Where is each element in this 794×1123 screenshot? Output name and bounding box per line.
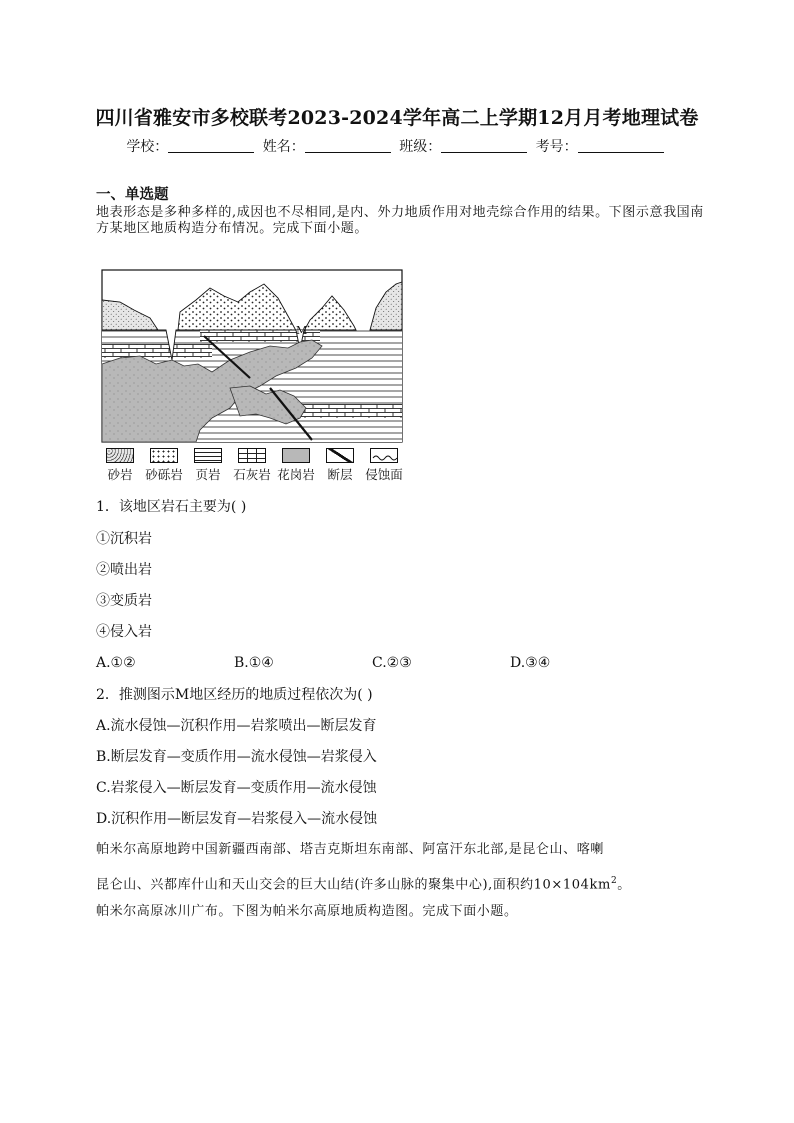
q2-stem: 2．推测图示M地区经历的地质过程依次为( ) [96, 687, 373, 703]
figure-legend [100, 448, 410, 488]
q1-stem: 1．该地区岩石主要为( ) [96, 499, 247, 515]
legend-label: 石灰岩 [233, 467, 271, 482]
q1-item-1: ①沉积岩 [96, 531, 152, 547]
intro-paragraph-2-line-2 [96, 873, 706, 893]
section-heading: 一、单选题 [96, 186, 169, 203]
intro2-line2-end: 。 [617, 877, 631, 893]
legend-item-limestone [232, 448, 272, 483]
name-blank [305, 140, 391, 153]
intro-paragraph-1: 地表形态是多种多样的,成因也不尽相同,是内、外力地质作用对地壳综合作用的结果。下图示意我国南方某地区地质构造分布情况。完成下面小题。 [96, 205, 704, 236]
legend-item-erosion-surface [364, 448, 404, 483]
fault-swatch [326, 448, 354, 463]
school-blank [168, 140, 254, 153]
q1-item-3: ③变质岩 [96, 593, 152, 609]
intro-paragraph-2-line-1: 帕米尔高原地跨中国新疆西南部、塔吉克斯坦东南部、阿富汗东北部,是昆仑山、喀喇 [96, 842, 604, 857]
exam-number-label: 考号： [535, 139, 578, 155]
legend-label: 砂岩 [107, 467, 133, 482]
label-m: M [296, 324, 308, 337]
limestone-swatch [238, 448, 266, 463]
erosion-surface-swatch [370, 448, 398, 463]
shale-swatch [194, 448, 222, 463]
granite-swatch [282, 448, 310, 463]
legend-item-fault [320, 448, 360, 483]
legend-item-conglomerate [144, 448, 184, 483]
legend-label: 断层 [327, 467, 353, 482]
page-title: 四川省雅安市多校联考2023-2024学年高二上学期12月月考地理试卷 [95, 107, 699, 129]
name-label: 姓名： [262, 139, 305, 155]
superscript: 2 [610, 876, 618, 886]
q2-option-d: D.沉积作用—断层发育—岩浆侵入—流水侵蚀 [96, 811, 378, 827]
intro2-line2-text: 昆仑山、兴都库什山和天山交会的巨大山结(许多山脉的聚集中心),面积约10×104km [96, 877, 611, 893]
class-label: 班级： [399, 139, 442, 155]
q1-item-4: ④侵入岩 [96, 624, 152, 640]
sandstone-swatch [106, 448, 134, 463]
q2-option-b: B.断层发育—变质作用—流水侵蚀—岩浆侵入 [96, 749, 377, 765]
wave-icon [371, 451, 397, 464]
student-info-row [0, 136, 794, 156]
intro-paragraph-2-line-3: 帕米尔高原冰川广布。下图为帕米尔高原地质构造图。完成下面小题。 [96, 904, 518, 919]
legend-item-shale [188, 448, 228, 483]
q2-option-c: C.岩浆侵入—断层发育—变质作用—流水侵蚀 [96, 780, 377, 796]
school-label: 学校： [126, 139, 169, 155]
class-blank [441, 140, 527, 153]
exam-number-blank [578, 140, 664, 153]
q1-item-2: ②喷出岩 [96, 562, 152, 578]
q2-option-a: A.流水侵蚀—沉积作用—岩浆喷出—断层发育 [96, 718, 377, 734]
q1-option-c: C.②③ [372, 655, 412, 671]
legend-item-sandstone [100, 448, 140, 483]
legend-label: 花岗岩 [277, 467, 315, 482]
legend-label: 侵蚀面 [365, 467, 403, 482]
q1-option-a: A.①② [96, 655, 136, 671]
legend-label: 页岩 [195, 467, 221, 482]
q1-option-b: B.①④ [234, 655, 274, 671]
legend-item-granite [276, 448, 316, 483]
q1-option-d: D.③④ [510, 655, 551, 671]
legend-label: 砂砾岩 [145, 467, 183, 482]
conglomerate-swatch [150, 448, 178, 463]
